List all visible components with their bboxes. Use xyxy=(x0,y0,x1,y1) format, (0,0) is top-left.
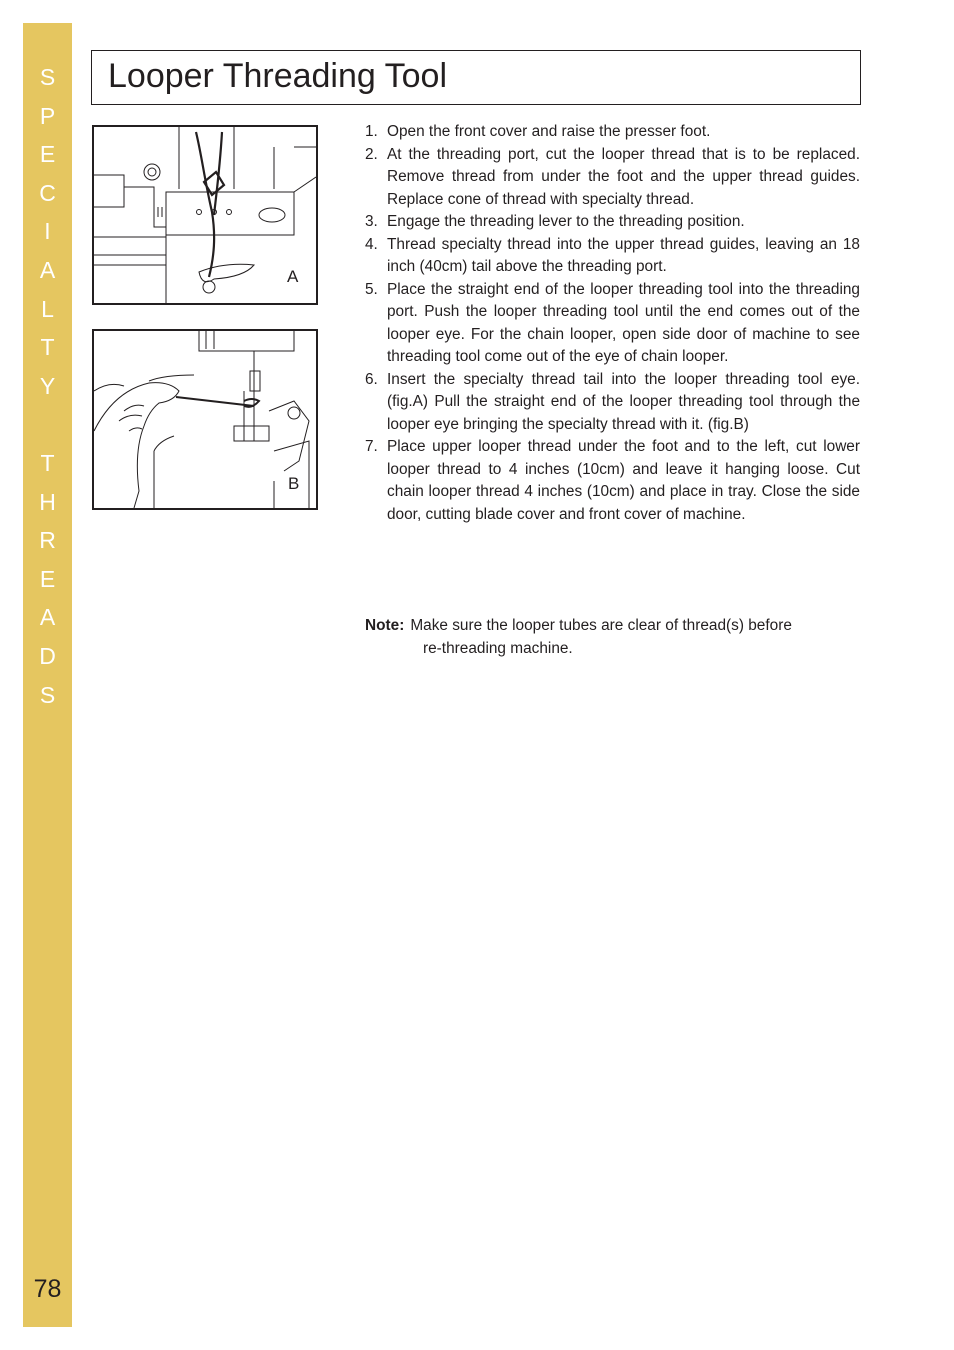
section-letter: I xyxy=(44,218,51,245)
step-text: At the threading port, cut the looper thread that is to be replaced. Remove thread from under the foot and the upper thread guides. Replace cone of thread with specialty thread. xyxy=(387,145,860,208)
section-letter: E xyxy=(39,565,56,592)
section-letter: H xyxy=(39,488,56,515)
instruction-list xyxy=(365,121,860,526)
step-text: Insert the specialty thread tail into the looper threading tool eye. (fig.A) Pull the straight end of the looper threading tool through the looper eye bringing the specialty thread with it. (fig.B) xyxy=(387,370,860,433)
title-box xyxy=(91,50,861,105)
step-number: 6. xyxy=(365,370,378,388)
threading-port-illustration xyxy=(94,127,316,303)
figure-a xyxy=(92,125,318,305)
step-number: 5. xyxy=(365,280,378,298)
note-text-continued: re-threading machine. xyxy=(423,639,573,657)
section-letter: Y xyxy=(39,372,56,399)
step-number: 4. xyxy=(365,235,378,253)
section-letter: R xyxy=(39,527,56,554)
section-letter: D xyxy=(39,642,56,669)
note-text: Make sure the looper tubes are clear of thread(s) before xyxy=(410,617,792,634)
note-label: Note: xyxy=(365,617,405,634)
section-letter: T xyxy=(40,449,55,476)
note-block xyxy=(365,615,860,660)
section-letter: S xyxy=(39,681,56,708)
step-number: 7. xyxy=(365,438,378,455)
instruction-step xyxy=(365,211,860,234)
figure-label: B xyxy=(288,474,300,493)
figure-b xyxy=(92,329,318,510)
section-letter: E xyxy=(39,141,56,168)
pulling-tool-illustration xyxy=(94,331,316,508)
step-text: Engage the threading lever to the threading position. xyxy=(387,213,745,230)
page-number: 78 xyxy=(33,1275,62,1303)
instruction-step xyxy=(365,121,860,144)
step-text: Place upper looper thread under the foot and to the left, cut lower looper thread to 4 inches (10cm) and leave it hanging loose. Cut chain looper thread 4 inches (10cm) and place in tray. Close the side door, cutting blade cover and front cover of machine. xyxy=(387,438,860,523)
section-letter: A xyxy=(39,604,56,631)
instruction-step xyxy=(365,144,860,212)
step-text: Place the straight end of the looper threading tool into the threading port. Push the looper threading tool until the end comes out of the looper eye. For the chain looper, open side door of machine to see threading tool come out of the eye of chain looper. xyxy=(387,280,860,365)
page-title: Looper Threading Tool xyxy=(108,57,448,95)
step-number: 3. xyxy=(365,213,378,230)
instruction-step xyxy=(365,436,860,526)
section-letter: S xyxy=(39,64,56,90)
step-text: Open the front cover and raise the presser foot. xyxy=(387,123,711,140)
section-letter: P xyxy=(39,102,56,129)
figure-label: A xyxy=(287,267,299,286)
step-number: 2. xyxy=(365,145,378,163)
instruction-step xyxy=(365,234,860,279)
section-letter: T xyxy=(40,334,55,361)
section-title-vertical xyxy=(23,58,72,714)
instruction-step xyxy=(365,369,860,437)
step-text: Thread specialty thread into the upper thread guides, leaving an 18 inch (40cm) tail above the threading port. xyxy=(387,235,860,275)
section-sidebar xyxy=(23,23,72,1327)
section-letter: L xyxy=(41,295,54,322)
step-number: 1. xyxy=(365,123,378,140)
section-letter: C xyxy=(39,179,56,206)
section-letter: A xyxy=(39,256,56,283)
note-line xyxy=(365,615,860,638)
instruction-step xyxy=(365,279,860,369)
